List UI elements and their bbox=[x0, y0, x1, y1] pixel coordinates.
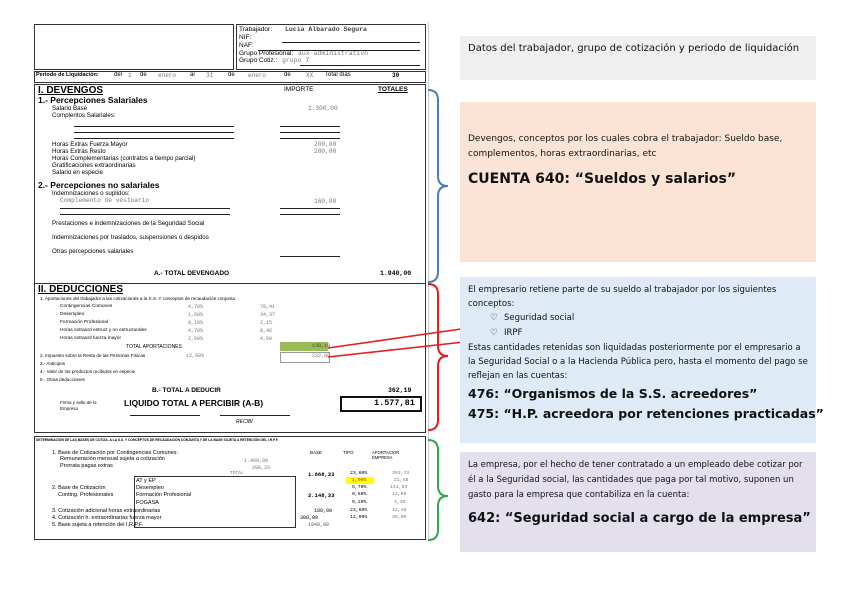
bases-l4: 4. Cotización h. extraordinarias fuerza mayor bbox=[52, 515, 162, 521]
horas-extra-fuerza: Horas Extras Fuerza Mayor bbox=[52, 141, 128, 148]
percepciones-no-salariales: 2.- Percepciones no salariales bbox=[38, 180, 160, 190]
ded-formacion: Formación Profesional bbox=[60, 320, 108, 325]
grupo-prof-label: Grupo Profesional: bbox=[239, 50, 294, 57]
bases-l1-tipo: 23,60% bbox=[350, 471, 368, 476]
ded-horas-estruct-value: 8,46 bbox=[260, 328, 273, 334]
bases-fogasa: FOGASA bbox=[136, 500, 159, 506]
bases-desempleo-tipo: 6,70% bbox=[352, 485, 367, 490]
period-year: XX bbox=[306, 72, 314, 79]
bases-l5: 5. Base sujeta a retención del I.R.P.F. bbox=[52, 522, 144, 528]
ded-horas-fuerza: Horas extraord fuerza mayor bbox=[60, 336, 122, 341]
ded-horas-fuerza-value: 4,00 bbox=[260, 336, 273, 342]
arrow-ss bbox=[328, 326, 482, 348]
bases-l1: 1. Base de Cotización por Contingencias Comunes: bbox=[52, 450, 178, 456]
period-de1: de bbox=[140, 72, 147, 78]
panel-datos-text: Datos del trabajador, grupo de cotización y periodo de liquidación bbox=[468, 43, 800, 54]
ded-desempleo: Desempleo bbox=[60, 312, 85, 317]
bases-aport-header: APORTACION EMPRESA bbox=[372, 450, 400, 460]
panel-ded-acc2: 475: “H.P. acreedora por retenciones practicadas” bbox=[468, 406, 824, 421]
bases-l3-aport: 42,48 bbox=[392, 508, 407, 513]
worker-value: Lucia Albarado Segura bbox=[285, 26, 367, 33]
naf-label: NAF: bbox=[239, 42, 254, 49]
bases-tipo-header: TIPO bbox=[343, 450, 354, 455]
grupo-cotiz-value: grupo 7 bbox=[282, 57, 310, 64]
total-deducir-value: 362,19 bbox=[388, 387, 412, 394]
bases-l1b: Prorrata pagas extras bbox=[60, 463, 113, 469]
bases-l1-aport: 393,73 bbox=[392, 471, 410, 476]
salario-base-value: 1.300,00 bbox=[308, 105, 338, 112]
panel-ss-empresa bbox=[460, 452, 816, 552]
bases-l2: 2. Base de Cotización bbox=[52, 485, 106, 491]
prestaciones: Prestaciones e indemnizaciones de la Seguridad Social bbox=[52, 220, 205, 227]
period-label: Periodo de Liquidación: bbox=[36, 72, 99, 78]
complemento-vestuario: Complemento de vestuario bbox=[60, 197, 150, 204]
panel-deducciones bbox=[460, 277, 824, 443]
period-month-from: enero bbox=[158, 72, 177, 79]
complemento-vestuario-value: 160,00 bbox=[314, 198, 337, 205]
bases-l2b: Conting. Profesionales bbox=[58, 492, 114, 498]
blue-brace bbox=[428, 90, 448, 282]
total-devengado-value: 1.940,00 bbox=[380, 270, 412, 277]
ded-item4: 4.- Valor de los productos recibidos en especie bbox=[40, 369, 136, 374]
ded-item2: 2. Impuesto sobre la Renta de las Personas Físicas bbox=[40, 353, 146, 358]
bases-l1a-value: 1.460,00 bbox=[244, 458, 269, 464]
panel-ded-body: Estas cantidades retenidas son liquidadas posteriormente por el empresario a la Seguridad Social o a la Hacienda Pública pero, hasta el momento del pago se reflejan en las cuentas: bbox=[468, 343, 808, 381]
period-del: del bbox=[114, 72, 123, 78]
ded-horas-fuerza-pct: 2,00% bbox=[188, 336, 204, 342]
panel-ss-text: La empresa, por el hecho de tener contratado a un empleado debe cotizar por él a la Seguridad social, las cantidades que paga por tal motivo, suponen un gasto para la empresa que contabiliza en la cuenta: bbox=[468, 460, 803, 500]
bases-l4-base: 300,00 bbox=[300, 515, 319, 521]
red-brace bbox=[428, 284, 448, 430]
traslados: Indemnizaciones por traslados, suspensiones o despidos bbox=[52, 234, 209, 241]
indemnizaciones: Indemnizaciones o suplidos: bbox=[52, 190, 130, 197]
total-deducir-label: B.- TOTAL A DEDUCIR bbox=[152, 387, 221, 394]
heart-bullet-icon: ♡ bbox=[490, 328, 498, 338]
period-al: al bbox=[190, 72, 195, 78]
period-month-to: enero bbox=[248, 72, 267, 79]
bases-desempleo-aport: 143,93 bbox=[390, 485, 408, 490]
ded-irpf-pct: 12,00% bbox=[186, 353, 205, 359]
panel-devengos-account: CUENTA 640: “Sueldos y salarios” bbox=[468, 171, 737, 187]
bases-atep-tipo: 1,00% bbox=[352, 478, 367, 483]
ded-item1: 1. Aportaciones del trabajador a las cotizaciones a la S.S. Y conceptos de recaudación conjunta bbox=[40, 296, 235, 301]
ded-item3: 3.- Anticipos bbox=[40, 361, 66, 366]
importe-header: IMPORTE bbox=[284, 86, 314, 93]
panel-ded-item2-row bbox=[490, 326, 808, 341]
bases-l4-tipo: 12,00% bbox=[350, 515, 368, 520]
panel-ss-account: 642: “Seguridad social a cargo de la empresa” bbox=[468, 511, 811, 526]
bases-l3-tipo: 23,60% bbox=[350, 508, 368, 513]
liquido-label: LIQUIDO TOTAL A PERCIBIR (A-B) bbox=[124, 398, 264, 408]
period-day-to: 31 bbox=[206, 72, 214, 79]
bases-formacion-aport: 12,89 bbox=[392, 492, 407, 497]
bases-l1-total-label: TOTAL bbox=[230, 471, 244, 476]
ded-total-aport-label: TOTAL APORTACIONES bbox=[126, 344, 182, 350]
devengos-title: I. DEVENGOS bbox=[38, 85, 104, 96]
worker-label: Trabajador: bbox=[239, 26, 272, 33]
ded-item5: 5.- Otras deducciones bbox=[40, 377, 85, 382]
horas-extra-fuerza-value: 200,00 bbox=[314, 141, 337, 148]
panel-datos bbox=[460, 36, 816, 80]
bases-l4-aport: 36,00 bbox=[392, 515, 407, 520]
bases-l1-total: 1.668,33 bbox=[308, 471, 335, 478]
ded-formacion-pct: 0,10% bbox=[188, 320, 204, 326]
firma-label: Firma y sello de la Empresa bbox=[60, 400, 97, 411]
bases-l5-base: 1940,00 bbox=[308, 522, 330, 528]
deducciones-title: II. DEDUCCIONES bbox=[38, 284, 124, 295]
grupo-cotiz-label: Grupo Cotiz.: bbox=[239, 57, 278, 64]
otras-percepciones: Otras percepciones salariales bbox=[52, 248, 134, 255]
recibi-label: RECIBÍ bbox=[236, 419, 253, 425]
nif-label: NIF: bbox=[239, 34, 252, 41]
salario-base: Salario Base bbox=[52, 105, 88, 112]
panel-ded-item1: Seguridad social bbox=[504, 313, 575, 323]
ded-contingencias-value: 78,41 bbox=[260, 304, 276, 310]
bases-l1b-value: 208,33 bbox=[252, 465, 271, 471]
complementos: Complentos Salariales: bbox=[52, 112, 116, 119]
ded-irpf-value: 232,80 bbox=[312, 353, 331, 359]
green-brace bbox=[428, 440, 448, 540]
ded-desempleo-value: 34,37 bbox=[260, 312, 276, 318]
bases-title: DETERMINACIÓN DE LAS BASES DE COTIZA. A LA S.S. Y CONCEPTOS DE RECAUDACIÓN CONJUNTA Y DE LA BASE SUJETA A RETENCIÓN DEL I.R.P.F. bbox=[36, 438, 279, 442]
period-total-dias-label: Total días bbox=[325, 72, 351, 78]
bases-l1a: Remuneración mensual sujeta a cotización bbox=[60, 456, 165, 462]
bases-atep: AT y EP bbox=[136, 478, 156, 484]
gratificaciones: Gratificaciones extraordinarias bbox=[52, 162, 136, 169]
panel-devengos bbox=[460, 102, 816, 262]
liquido-value: 1.577,81 bbox=[374, 398, 415, 408]
ded-total-aport-value: 130,19 bbox=[312, 343, 331, 349]
bases-base-header: BASE bbox=[310, 450, 323, 455]
period-total-dias: 30 bbox=[392, 72, 400, 79]
horas-extra-resto-value: 280,00 bbox=[314, 148, 337, 155]
horas-extra-resto: Horas Extras Resto bbox=[52, 148, 106, 155]
period-day-from: 1 bbox=[128, 72, 132, 79]
bases-desempleo: Desempleo bbox=[136, 485, 164, 491]
percepciones-salariales: 1.- Percepciones Salariales bbox=[38, 95, 148, 105]
bases-formacion: Formación Profesional bbox=[136, 492, 192, 498]
ded-horas-estruct-pct: 4,70% bbox=[188, 328, 204, 334]
heart-bullet-icon: ♡ bbox=[490, 313, 498, 323]
bases-formacion-tipo: 0,60% bbox=[352, 492, 367, 497]
bases-l2-base: 2.148,33 bbox=[308, 492, 335, 499]
ded-desempleo-pct: 1,60% bbox=[188, 312, 204, 318]
total-devengado-label: A.- TOTAL DEVENGADO bbox=[154, 270, 230, 277]
totales-header: TOTALES bbox=[378, 86, 408, 93]
panel-devengos-text: Devengos, conceptos por los cuales cobra el trabajador: Sueldo base, complementos, horas extraordinarias, etc bbox=[468, 134, 783, 159]
bases-l3-base: 180,00 bbox=[314, 508, 333, 514]
period-de3: de bbox=[284, 72, 291, 78]
bases-l3: 3. Cotización adicional horas extraordinarias bbox=[52, 508, 161, 514]
panel-ded-item2: IRPF bbox=[504, 328, 523, 338]
grupo-prof-value: aux administrativo bbox=[298, 50, 369, 57]
bases-fogasa-aport: 4,30 bbox=[394, 500, 406, 505]
horas-complementarias: Horas Complementarias (contratos a tiempo parcial) bbox=[52, 155, 196, 162]
ded-contingencias-pct: 4,70% bbox=[188, 304, 204, 310]
salario-especie: Salario en especie bbox=[52, 169, 103, 176]
period-de2: de bbox=[228, 72, 235, 78]
ded-horas-estruct: Horas extraord estruct y no estructurales bbox=[60, 328, 147, 333]
ded-formacion-value: 2,15 bbox=[260, 320, 273, 326]
arrow-irpf bbox=[328, 340, 482, 357]
panel-ded-item1-row bbox=[490, 311, 808, 326]
bases-atep-aport: 21,48 bbox=[394, 478, 409, 483]
bases-fogasa-tipo: 0,20% bbox=[352, 500, 367, 505]
panel-ded-acc1: 476: “Organismos de la S.S. acreedores” bbox=[468, 386, 758, 401]
panel-ded-intro: El empresario retiene parte de su sueldo al trabajador por los siguientes conceptos: bbox=[468, 285, 777, 309]
ded-contingencias: Contingencias Comunes bbox=[60, 304, 113, 309]
